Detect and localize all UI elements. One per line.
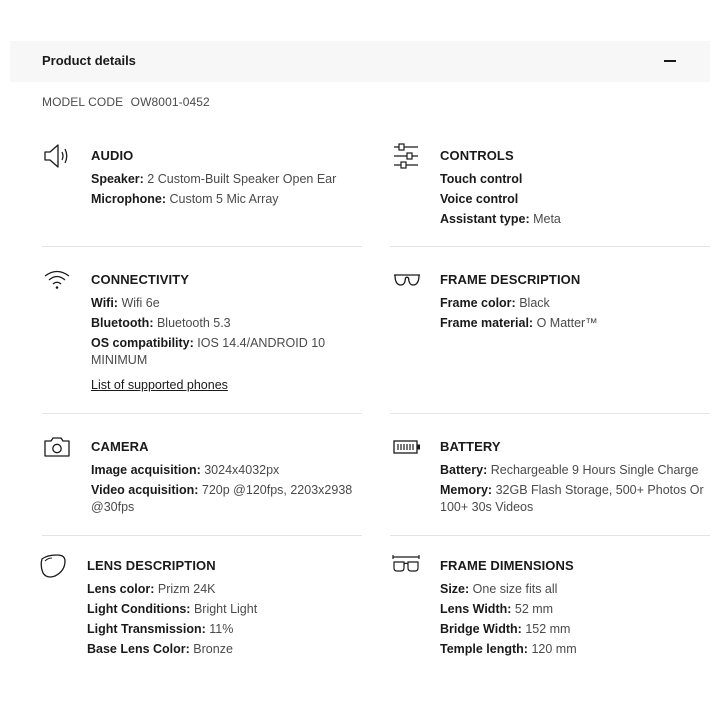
frame-color-row [440,295,550,312]
row-key: Microphone: [91,192,166,206]
controls-title: CONTROLS [440,148,514,163]
temple-length-row [440,641,577,658]
model-code-label: MODEL CODE [42,95,124,109]
row-key: Size: [440,582,470,596]
connectivity-bluetooth-row [91,315,231,332]
base-lens-color-row [87,641,233,658]
battery-memory-row [440,482,708,516]
product-details-header[interactable] [10,41,710,82]
controls-voice-row [440,191,518,208]
row-key: Image acquisition: [91,463,201,477]
light-conditions-row [87,601,257,618]
row-key: Light Conditions: [87,602,191,616]
row-key: Bridge Width: [440,622,522,636]
row-value: Wifi 6e [121,296,160,310]
row-value: Custom 5 Mic Array [169,192,279,206]
divider [42,413,362,414]
row-key: Wifi: [91,296,118,310]
audio-microphone-row [91,191,279,208]
lens-color-row [87,581,216,598]
divider [390,535,710,536]
row-value: Bronze [193,642,233,656]
row-key: Speaker: [91,172,144,186]
row-key: Lens Width: [440,602,512,616]
controls-touch-row [440,171,522,188]
battery-battery-row [440,462,699,479]
camera-title: CAMERA [91,439,149,454]
row-key: Bluetooth: [91,316,154,330]
row-key: Touch control [440,172,523,186]
wifi-icon [44,270,70,290]
row-value: Rechargeable 9 Hours Single Charge [490,463,699,477]
camera-video-row [91,482,353,516]
row-value: 3024x4032px [204,463,280,477]
audio-speaker-row [91,171,336,188]
connectivity-os-row [91,335,341,369]
row-value: O Matter™ [536,316,598,330]
row-key: Assistant type: [440,212,530,226]
row-key: Frame material: [440,316,534,330]
row-key: Light Transmission: [87,622,206,636]
row-key: Lens color: [87,582,155,596]
frame-description-title: FRAME DESCRIPTION [440,272,581,287]
row-value: 11% [209,622,234,636]
row-value: 120 mm [531,642,577,656]
row-key: Voice control [440,192,519,206]
battery-title: BATTERY [440,439,501,454]
size-row [440,581,557,598]
divider [390,246,710,247]
row-value: Bright Light [193,602,258,616]
audio-title: AUDIO [91,148,134,163]
row-key: Frame color: [440,296,516,310]
connectivity-wifi-row [91,295,160,312]
divider [42,535,362,536]
row-value: Black [519,296,550,310]
glasses-icon [393,272,421,288]
row-key: OS compatibility: [91,336,194,350]
frame-dimensions-icon [392,555,420,573]
frame-material-row [440,315,598,332]
row-value: Meta [533,212,561,226]
row-value: 2 Custom-Built Speaker Open Ear [147,172,337,186]
row-key: Memory: [440,483,493,497]
row-value: 152 mm [525,622,571,636]
camera-image-row [91,462,279,479]
divider [390,413,710,414]
controls-assistant-row [440,211,561,228]
camera-icon [43,436,71,458]
row-key: Temple length: [440,642,528,656]
row-value: 32GB Flash Storage, 500+ Photos Or 100+ 30s Videos [440,483,704,514]
row-value: One size fits all [472,582,558,596]
row-key: Base Lens Color: [87,642,190,656]
model-code-value: OW8001-0452 [130,95,210,109]
row-value: 720p @120fps, 2203x2938 @30fps [91,483,353,514]
product-details-title: Product details [42,53,136,68]
sliders-icon [393,142,419,170]
row-value: Prizm 24K [157,582,216,596]
lens-description-title: LENS DESCRIPTION [87,558,216,573]
battery-icon [393,440,421,454]
bridge-width-row [440,621,570,638]
light-transmission-row [87,621,233,638]
speaker-icon [43,143,71,169]
model-code [42,95,210,109]
lens-width-row [440,601,553,618]
row-value: IOS 14.4/ANDROID 10 MINIMUM [91,336,326,367]
minus-icon[interactable] [664,60,676,62]
frame-dimensions-title: FRAME DIMENSIONS [440,558,574,573]
row-key: Battery: [440,463,488,477]
lens-icon [39,553,67,579]
row-key: Video acquisition: [91,483,199,497]
supported-phones-link[interactable]: List of supported phones [91,378,228,392]
row-value: 52 mm [514,602,554,616]
divider [42,246,362,247]
row-value: Bluetooth 5.3 [156,316,231,330]
connectivity-title: CONNECTIVITY [91,272,189,287]
